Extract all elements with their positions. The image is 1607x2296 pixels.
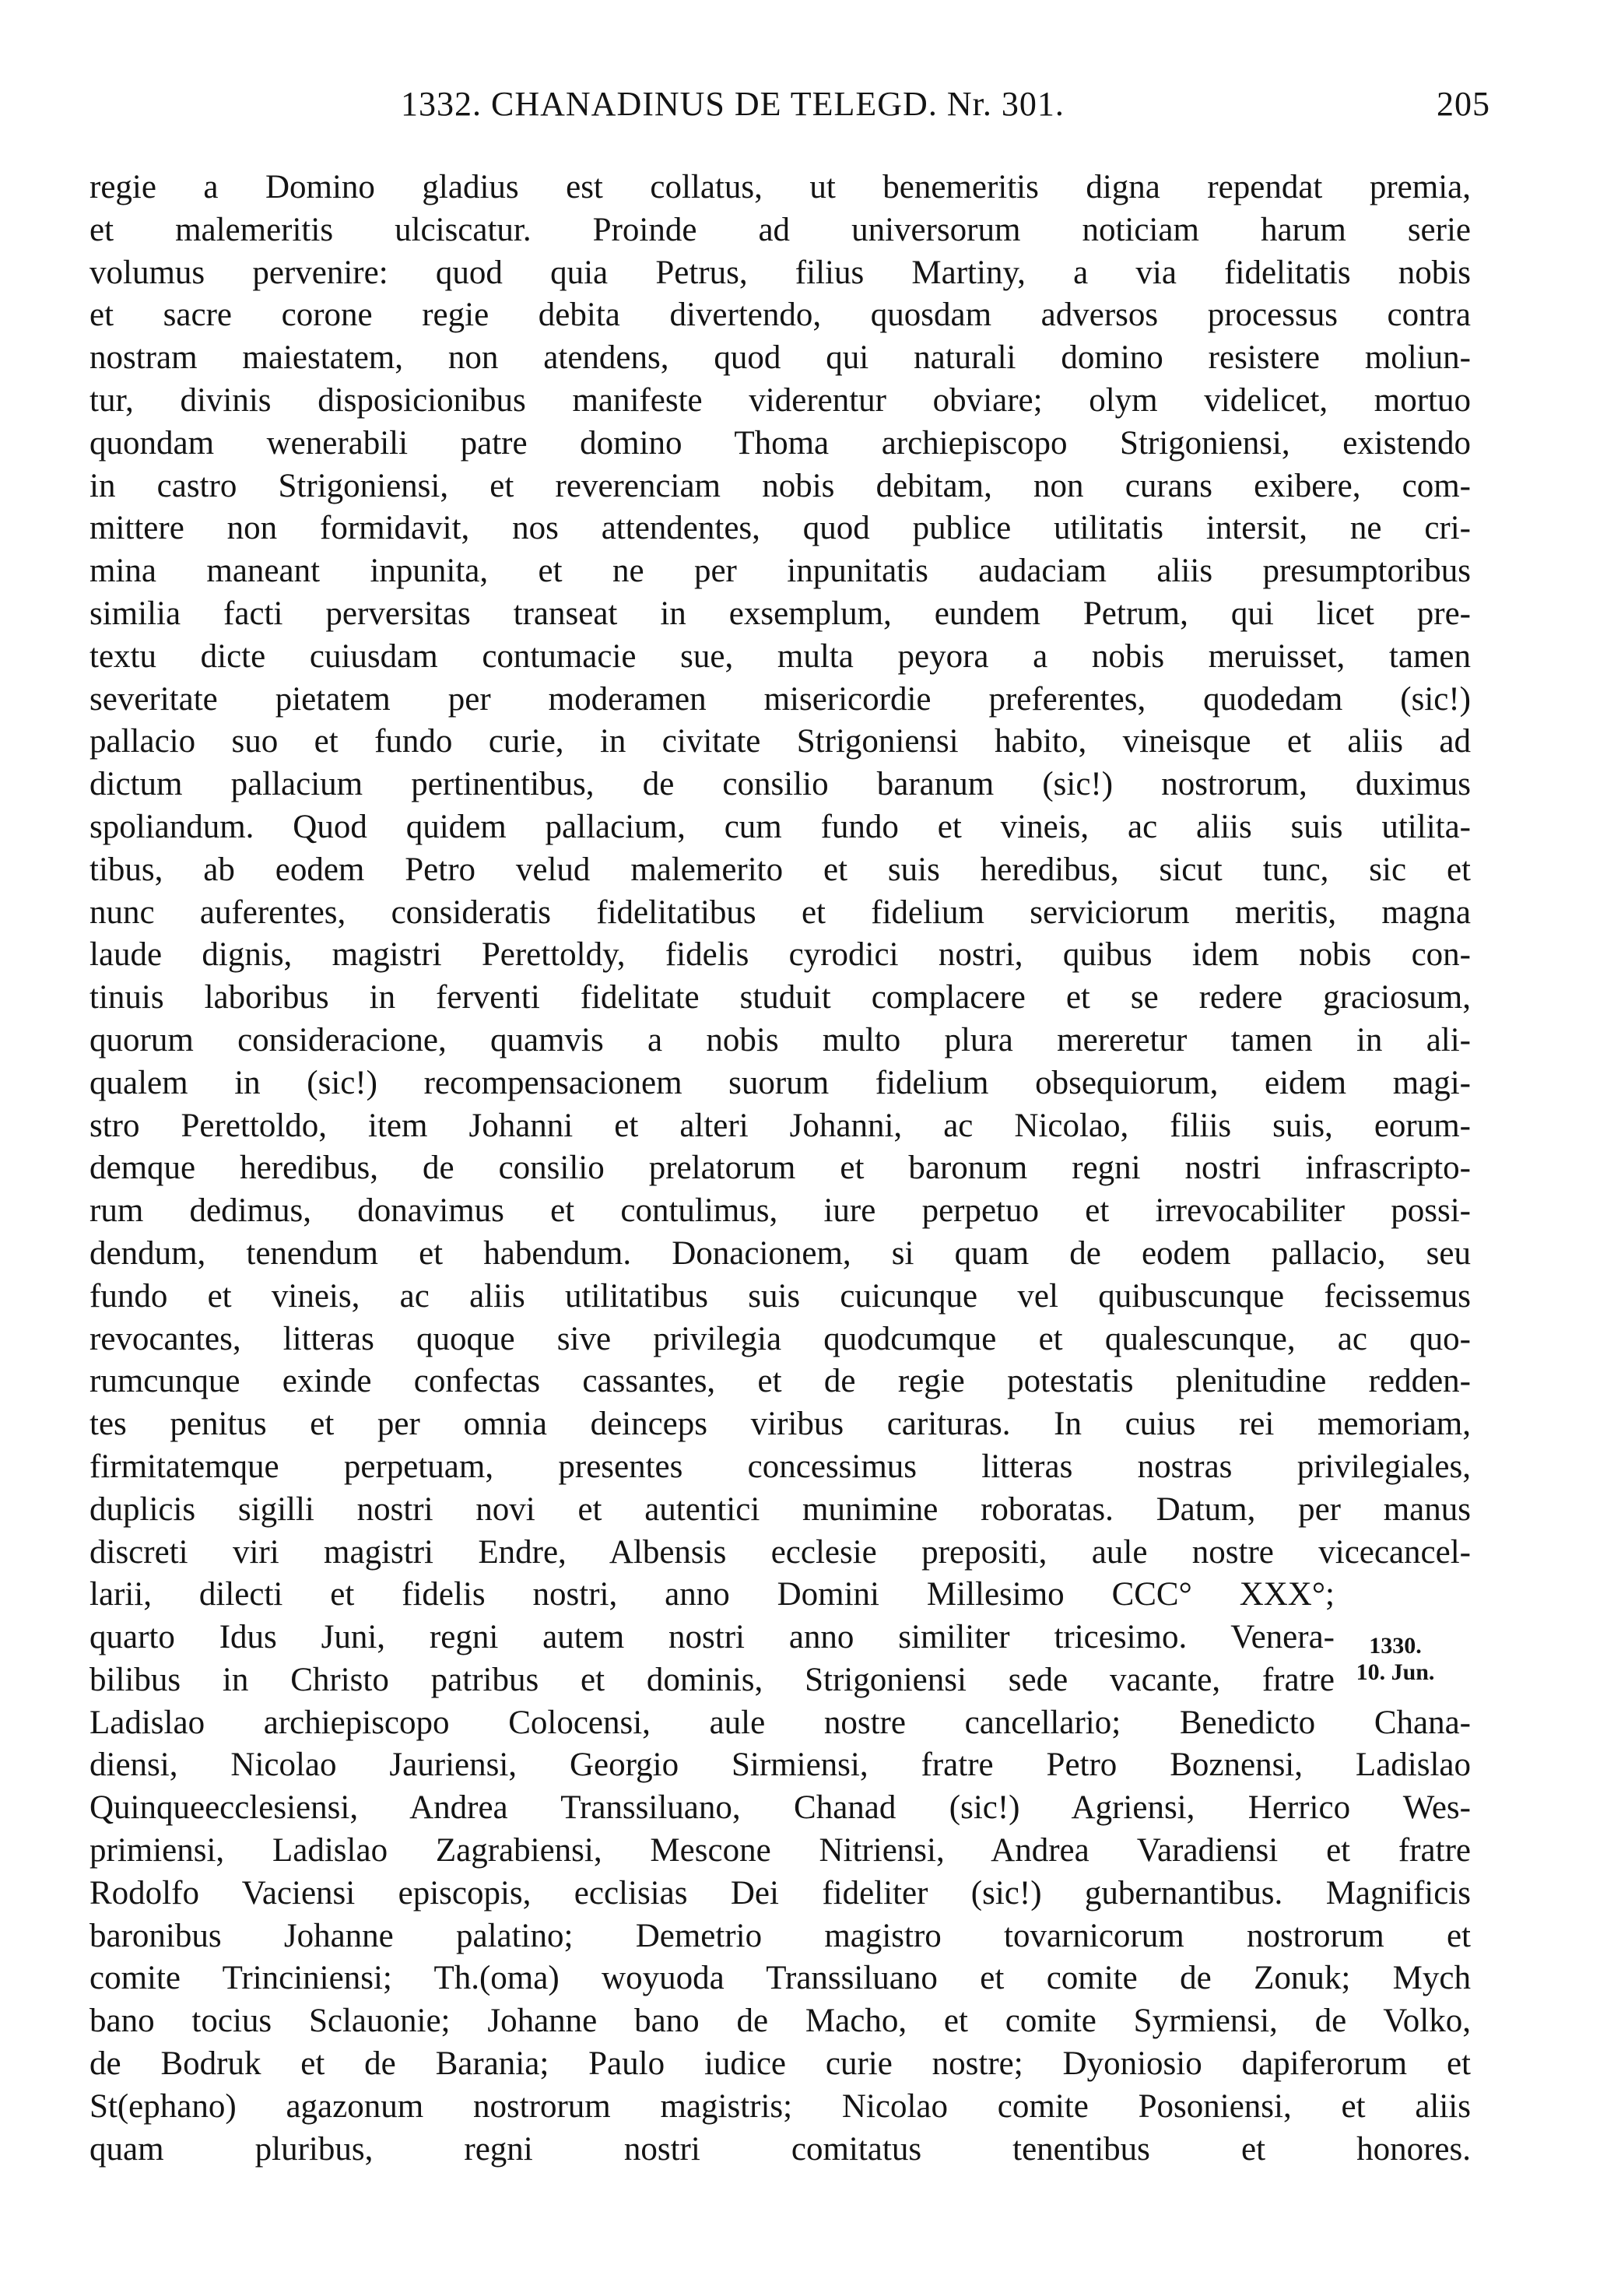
text-line: in castro Strigoniensi, et reverenciam nobis debitam, non curans exibere, com- <box>89 467 1471 504</box>
text-line: quondam wenerabili patre domino Thoma archiepiscopo Strigoniensi, existendo <box>89 424 1471 462</box>
text-line: regie a Domino gladius est collatus, ut benemeritis digna rependat premia, <box>89 169 1471 205</box>
text-line: tibus, ab eodem Petro velud malemerito et suis heredibus, sicut tunc, sic et <box>89 851 1471 888</box>
text-line: quorum consideracione, quamvis a nobis multo plura mereretur tamen in ali- <box>89 1021 1471 1058</box>
text-line: comite Trinciniensi; Th.(oma) woyuoda Transsiluano et comite de Zonuk; Mych <box>89 1960 1471 1997</box>
text-line: St(ephano) agazonum nostrorum magistris; Nicolao comite Posoniensi, et aliis <box>89 2087 1471 2125</box>
text-line: et sacre corone regie debita divertendo, quosdam adversos processus contra <box>89 297 1471 334</box>
text-line: Quinqueecclesiensi, Andrea Transsiluano, Chanad (sic!) Agriensi, Herrico Wes- <box>89 1789 1471 1827</box>
text-line: Ladislao archiepiscopo Colocensi, aule nostre cancellario; Benedicto Chana- <box>89 1704 1471 1741</box>
text-line: dictum pallacium pertinentibus, de consilio baranum (sic!) nostrorum, duximus <box>89 766 1471 803</box>
text-line: et malemeritis ulciscatur. Proinde ad universorum noticiam harum serie <box>89 211 1471 248</box>
text-line: mittere non formidavit, nos attendentes, quod publice utilitatis intersit, ne cri- <box>89 510 1471 547</box>
text-line: de Bodruk et de Barania; Paulo iudice curie nostre; Dyoniosio dapiferorum et <box>89 2045 1471 2083</box>
text-line: tur, divinis disposicionibus manifeste viderentur obviare; olym videlicet, mortuo <box>89 381 1471 419</box>
text-line: textu dicte cuiusdam contumacie sue, multa peyora a nobis meruisset, tamen <box>89 637 1471 675</box>
margin-date-note <box>1329 1633 1461 1686</box>
text-line: nostram maiestatem, non atendens, quod qui naturali domino resistere moliun- <box>89 339 1471 377</box>
text-line: quarto Idus Juni, regni autem nostri anno similiter tricesimo. Venera- <box>89 1619 1335 1656</box>
text-line <box>89 2171 1471 2213</box>
page-header <box>401 84 1490 131</box>
text-line: rum dedimus, donavimus et contulimus, iure perpetuo et irrevocabiliter possi- <box>89 1192 1471 1230</box>
text-line: duplicis sigilli nostri novi et autentici munimine roboratas. Datum, per manus <box>89 1490 1471 1528</box>
body-text <box>89 167 1471 2213</box>
text-line: diensi, Nicolao Jauriensi, Georgio Sirmiensi, fratre Petro Boznensi, Ladislao <box>89 1747 1471 1784</box>
running-title: 1332. CHANADINUS DE TELEGD. Nr. 301. <box>401 85 1065 123</box>
margin-note-date: 10. Jun. <box>1356 1659 1435 1685</box>
text-line: discreti viri magistri Endre, Albensis ecclesie prepositi, aule nostre vicecancel- <box>89 1533 1471 1571</box>
margin-note-year: 1330. <box>1369 1633 1422 1659</box>
page-number: 205 <box>1437 85 1490 123</box>
text-line: qualem in (sic!) recompensacionem suorum fidelium obsequiorum, eidem magi- <box>89 1064 1471 1101</box>
text-line: fundo et vineis, ac aliis utilitatibus suis cuicunque vel quibuscunque fecissemus <box>89 1277 1471 1315</box>
text-line: quam pluribus, regni nostri comitatus tenentibus et honores. <box>89 2130 1471 2168</box>
text-line: rumcunque exinde confectas cassantes, et de regie potestatis plenitudine redden- <box>89 1363 1471 1400</box>
text-line: revocantes, litteras quoque sive privilegia quodcumque et qualescunque, ac quo- <box>89 1320 1471 1357</box>
text-line: dendum, tenendum et habendum. Donacionem, si quam de eodem pallacio, seu <box>89 1234 1471 1272</box>
text-line: severitate pietatem per moderamen misericordie preferentes, quodedam (sic!) <box>89 680 1471 718</box>
text-line: demque heredibus, de consilio prelatorum et baronum regni nostri infrascripto- <box>89 1150 1471 1187</box>
text-line: mina maneant inpunita, et ne per inpunitatis audaciam aliis presumptoribus <box>89 553 1471 590</box>
text-line: laude dignis, magistri Perettoldy, fidelis cyrodici nostri, quibus idem nobis con- <box>89 936 1471 974</box>
text-line: bano tocius Sclauonie; Johanne bano de Macho, et comite Syrmiensi, de Volko, <box>89 2003 1471 2040</box>
text-line: tes penitus et per omnia deinceps viribus carituras. In cuius rei memoriam, <box>89 1406 1471 1443</box>
text-line: tinuis laboribus in ferventi fidelitate studuit complacere et se redere graciosum, <box>89 979 1471 1016</box>
text-line: firmitatemque perpetuam, presentes concessimus litteras nostras privilegiales, <box>89 1448 1471 1485</box>
text-line: spoliandum. Quod quidem pallacium, cum fundo et vineis, ac aliis suis utilita- <box>89 808 1471 845</box>
text-line: primiensi, Ladislao Zagrabiensi, Mescone Nitriensi, Andrea Varadiensi et fratre <box>89 1832 1471 1869</box>
text-line: Rodolfo Vaciensi episcopis, ecclisias Dei fideliter (sic!) gubernantibus. Magnificis <box>89 1874 1471 1912</box>
text-line: baronibus Johanne palatino; Demetrio magistro tovarnicorum nostrorum et <box>89 1917 1471 1954</box>
text-line: stro Perettoldo, item Johanni et alteri Johanni, ac Nicolao, filiis suis, eorum- <box>89 1107 1471 1144</box>
text-line: larii, dilecti et fidelis nostri, anno Domini Millesimo CCC° XXX°; <box>89 1576 1335 1613</box>
text-line: volumus pervenire: quod quia Petrus, filius Martiny, a via fidelitatis nobis <box>89 254 1471 291</box>
text-line: pallacio suo et fundo curie, in civitate Strigoniensi habito, vineisque et aliis ad <box>89 723 1471 760</box>
text-line: nunc auferentes, consideratis fidelitatibus et fidelium serviciorum meritis, magna <box>89 893 1471 931</box>
text-line: bilibus in Christo patribus et dominis, Strigoniensi sede vacante, fratre <box>89 1661 1335 1698</box>
text-line: similia facti perversitas transeat in exsemplum, eundem Petrum, qui licet pre- <box>89 595 1471 632</box>
